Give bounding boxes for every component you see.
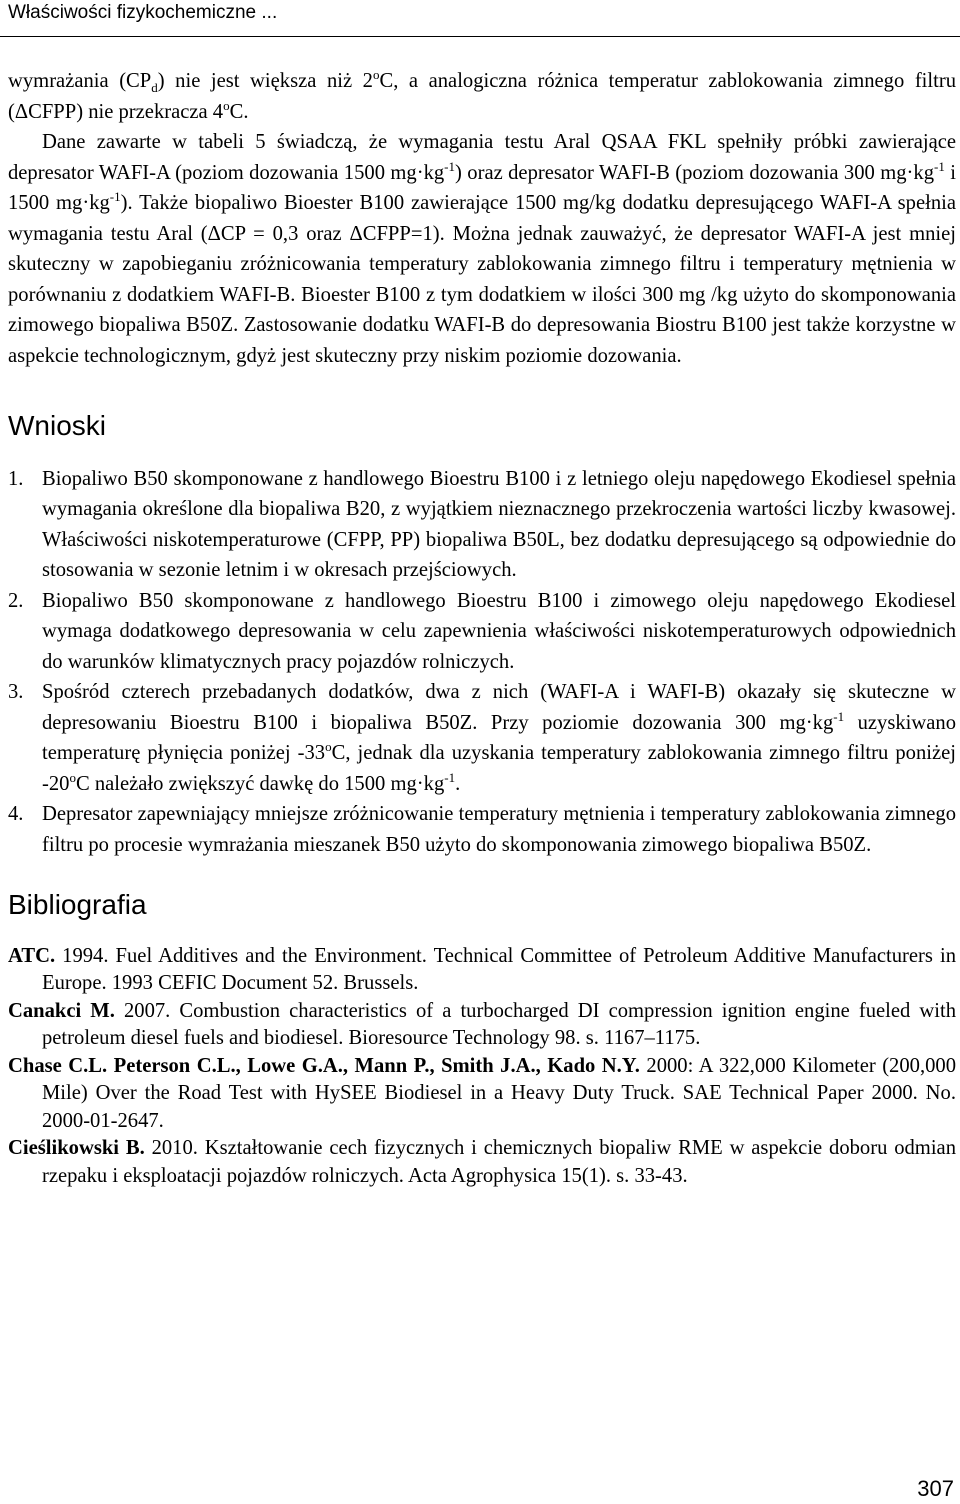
item-text: Biopaliwo B50 skomponowane z handlowego Bioestru B100 i z letniego oleju napędowego Ekodiesel spełnia wymagania określone dla biopaliwa B20, z wyjątkiem nieznacznego przekroczenia wartości liczby kwasowej. Właściwości niskotemperaturowe (CFPP, PP) biopaliwa B50L, bez dodatku depresującego są odpowiednie do stosowania w sezonie letnim i w okresach przejściowych.: [42, 467, 956, 581]
running-header: Właściwości fizykochemiczne ...: [8, 2, 278, 23]
superscript: -1: [444, 158, 456, 174]
superscript: -1: [934, 158, 945, 174]
bibliography-entry: [8, 1053, 956, 1136]
item-number: 4.: [8, 803, 24, 825]
bibliography-list: [8, 943, 956, 1191]
text-span: ) nie jest większa niż 2: [157, 70, 373, 92]
item-number: 2.: [8, 589, 24, 612]
item-text: Spośród czterech przebadanych dodatków, dwa z nich (WAFI-A i WAFI-B) okazały się skuteczne w depresowaniu Bioestru B100 i biopaliwa B50Z. Przy poziomie dozowania 300 mg·kg: [42, 681, 956, 734]
page-content: [8, 66, 956, 1190]
text-span: Dane zawarte w tabeli 5 świadczą, że wymagania testu Aral QSAA FKL spełniły próbki zawierające depresator WAFI-A (poziom dozowania 1500 mg·kg: [8, 131, 956, 184]
bibliography-entry: [8, 943, 956, 998]
text-span: ) oraz depresator WAFI-B (poziom dozowania 300 mg·kg: [455, 161, 935, 184]
bib-text: 2007. Combustion characteristics of a turbocharged DI compression ignition engine fueled with petroleum diesel fuels and biodiesel. Bioresource Technology 98. s. 1167–1175.: [42, 999, 957, 1049]
bib-text: 2010. Kształtowanie cech fizycznych i chemicznych biopaliw RME w aspekcie doboru odmian rzepaku i eksploatacji pojazdów rolniczych. Acta Agrophysica 15(1). s. 33-43.: [42, 1137, 956, 1187]
item-text: C, jednak dla uzyskania temperatury zablokowania zimnego filtru poniżej -20: [42, 742, 956, 795]
bibliography-entry: [8, 998, 956, 1053]
item-number: 3.: [8, 681, 24, 703]
header-rule: [0, 36, 960, 37]
bib-author: ATC.: [8, 944, 56, 967]
item-text: .: [455, 772, 461, 795]
paragraph-table5: [8, 127, 956, 371]
conclusion-item: [8, 586, 956, 678]
conclusion-item: [8, 799, 956, 860]
conclusions-list: [8, 464, 956, 861]
superscript: -1: [444, 769, 456, 785]
bib-text: 2000: A 322,000 Kilometer (200,000 Mile) Over the Road Test with HySEE Biodiesel in a Heavy Duty Truck. SAE Technical Paper 2000. No. 2000-01-2647.: [42, 1054, 956, 1132]
bib-author: Chase C.L. Peterson C.L., Lowe G.A., Mann P., Smith J.A., Kado N.Y.: [8, 1054, 640, 1077]
item-number: 1.: [8, 467, 24, 490]
section-heading-wnioski: Wnioski: [8, 410, 107, 441]
text-span: C.: [229, 100, 249, 123]
superscript: -1: [109, 189, 121, 205]
superscript: o: [325, 739, 332, 755]
conclusion-item: [8, 464, 956, 586]
item-text: Depresator zapewniający mniejsze zróżnicowanie temperatury mętnienia i temperatury zablokowania zimnego filtru po procesie wymrażania mieszanek B50 użyto do skomponowania zimowego biopaliwa B50Z.: [42, 803, 956, 856]
bibliography-entry: [8, 1135, 956, 1190]
section-heading-bibliografia: Bibliografia: [8, 889, 147, 920]
paragraph-continuation: [8, 66, 956, 127]
text-span: ). Także biopaliwo Bioester B100 zawierające 1500 mg/kg dodatku depresującego WAFI-A spełnia wymagania testu Aral (ΔCP = 0,3 oraz ΔCFPP=1). Można jednak zauważyć, że depresator WAFI-A jest mniej skuteczny w zapobieganiu zróżnicowania temperatury zablokowania zimnego filtru i temperatury mętnienia w porównaniu z dodatkiem WAFI-B. Bioester B100 z tym dodatkiem w ilości 300 mg /kg użyto do skomponowania zimowego biopaliwa B50Z. Zastosowanie dodatku WAFI-B do depresowania Biostru B100 jest także korzystne w aspekcie technologicznym, gdyż jest skuteczny przy niskim poziomie dozowania.: [8, 192, 956, 367]
text-span: C, a analogiczna różnica temperatur zablokowania zimnego filtru (ΔCFPP) nie przekracza 4: [8, 70, 957, 123]
bib-text: 1994. Fuel Additives and the Environment. Technical Committee of Petroleum Additive Manufacturers in Europe. 1993 CEFIC Document 52. Brussels.: [42, 944, 956, 994]
superscript: o: [372, 67, 380, 83]
superscript: o: [69, 769, 76, 785]
item-text: Biopaliwo B50 skomponowane z handlowego Bioestru B100 i zimowego oleju napędowego Ekodiesel wymaga dodatkowego depresowania w celu zapewnienia właściwości niskotemperaturowych odpowiednich do warunków klimatycznych pracy pojazdów rolniczych.: [42, 589, 956, 673]
page-number: 307: [917, 1476, 954, 1501]
item-text: uzyskiwano temperaturę płynięcia poniżej -33: [42, 711, 956, 764]
text-span: wymrażania (CP: [8, 70, 152, 92]
bib-author: Cieślikowski B.: [8, 1137, 145, 1159]
bib-author: Canakci M.: [8, 999, 115, 1022]
subscript: d: [151, 80, 158, 96]
text-span: i 1500 mg·kg: [8, 161, 956, 214]
superscript: -1: [833, 708, 845, 724]
superscript: o: [223, 97, 230, 113]
item-text: C należało zwiększyć dawkę do 1500 mg·kg: [75, 772, 445, 795]
conclusion-item: [8, 677, 956, 799]
